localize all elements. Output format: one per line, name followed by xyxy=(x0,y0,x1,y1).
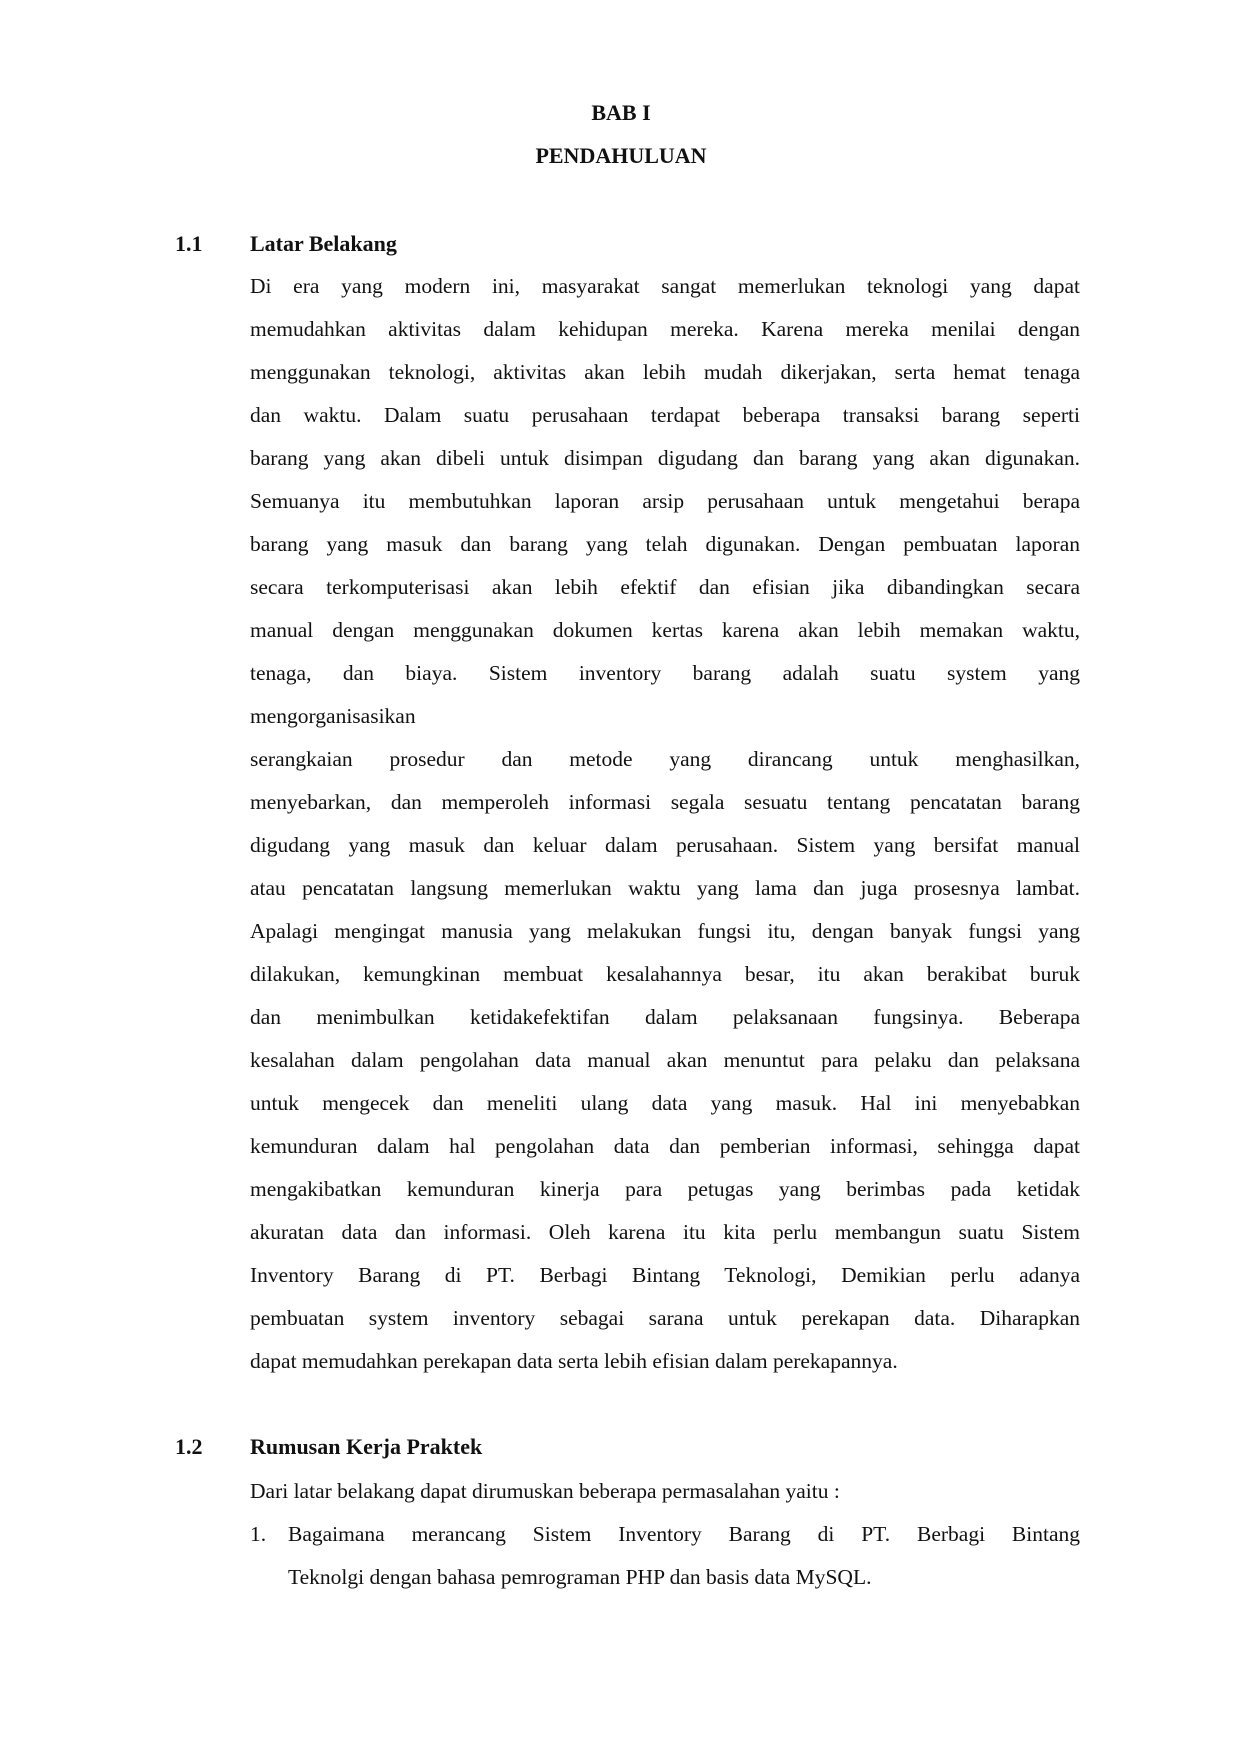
paragraph-line: kemunduran dalam hal pengolahan data dan pemberian informasi, sehingga dapat xyxy=(250,1134,1080,1158)
paragraph-line: menggunakan teknologi, aktivitas akan lebih mudah dikerjakan, serta hemat tenaga xyxy=(250,360,1080,384)
section-number: 1.1 xyxy=(175,231,203,256)
paragraph-line: mengakibatkan kemunduran kinerja para petugas yang berimbas pada ketidak xyxy=(250,1177,1080,1201)
paragraph-line: menyebarkan, dan memperoleh informasi segala sesuatu tentang pencatatan barang xyxy=(250,790,1080,814)
section-heading-1-2 xyxy=(175,1434,482,1460)
paragraph-line: Di era yang modern ini, masyarakat sangat memerlukan teknologi yang dapat xyxy=(250,274,1080,298)
paragraph-line: barang yang akan dibeli untuk disimpan digudang dan barang yang akan digunakan. xyxy=(250,446,1080,470)
chapter-title: PENDAHULUAN xyxy=(535,143,707,168)
paragraph-line: mengorganisasikan xyxy=(250,704,416,728)
paragraph-line: dan waktu. Dalam suatu perusahaan terdapat beberapa transaksi barang seperti xyxy=(250,403,1080,427)
section-title: Latar Belakang xyxy=(250,231,397,256)
paragraph-line: memudahkan aktivitas dalam kehidupan mereka. Karena mereka menilai dengan xyxy=(250,317,1080,341)
paragraph-line: pembuatan system inventory sebagai sarana untuk perekapan data. Diharapkan xyxy=(250,1306,1080,1330)
list-marker: 1. xyxy=(250,1522,267,1546)
section-1-2-intro: Dari latar belakang dapat dirumuskan beberapa permasalahan yaitu : xyxy=(250,1479,840,1503)
list-item xyxy=(250,1520,1080,1548)
paragraph-line: akuratan data dan informasi. Oleh karena itu kita perlu membangun suatu Sistem xyxy=(250,1220,1080,1244)
list-item-continuation: Teknolgi dengan bahasa pemrograman PHP dan basis data MySQL. xyxy=(288,1565,872,1589)
paragraph-line: kesalahan dalam pengolahan data manual akan menuntut para pelaku dan pelaksana xyxy=(250,1048,1080,1072)
paragraph-line: digudang yang masuk dan keluar dalam perusahaan. Sistem yang bersifat manual xyxy=(250,833,1080,857)
paragraph-line: serangkaian prosedur dan metode yang dirancang untuk menghasilkan, xyxy=(250,747,1080,771)
section-heading-1-1 xyxy=(175,231,397,257)
paragraph-line: manual dengan menggunakan dokumen kertas karena akan lebih memakan waktu, xyxy=(250,618,1080,642)
section-number: 1.2 xyxy=(175,1434,203,1459)
paragraph-line: untuk mengecek dan meneliti ulang data yang masuk. Hal ini menyebabkan xyxy=(250,1091,1080,1115)
paragraph-line: dan menimbulkan ketidakefektifan dalam pelaksanaan fungsinya. Beberapa xyxy=(250,1005,1080,1029)
list-item-text: Bagaimana merancang Sistem Inventory Barang di PT. Berbagi Bintang xyxy=(288,1522,1080,1546)
paragraph-line: Semuanya itu membutuhkan laporan arsip perusahaan untuk mengetahui berapa xyxy=(250,489,1080,513)
paragraph-line: dapat memudahkan perekapan data serta lebih efisian dalam perekapannya. xyxy=(250,1349,898,1373)
paragraph-line: secara terkomputerisasi akan lebih efektif dan efisian jika dibandingkan secara xyxy=(250,575,1080,599)
paragraph-line: atau pencatatan langsung memerlukan waktu yang lama dan juga prosesnya lambat. xyxy=(250,876,1080,900)
paragraph-line: dilakukan, kemungkinan membuat kesalahannya besar, itu akan berakibat buruk xyxy=(250,962,1080,986)
paragraph-line: Inventory Barang di PT. Berbagi Bintang Teknologi, Demikian perlu adanya xyxy=(250,1263,1080,1287)
paragraph-line: barang yang masuk dan barang yang telah digunakan. Dengan pembuatan laporan xyxy=(250,532,1080,556)
section-title: Rumusan Kerja Praktek xyxy=(250,1434,483,1459)
paragraph-line: tenaga, dan biaya. Sistem inventory barang adalah suatu system yang xyxy=(250,661,1080,685)
chapter-number: BAB I xyxy=(591,100,651,125)
paragraph-line: Apalagi mengingat manusia yang melakukan fungsi itu, dengan banyak fungsi yang xyxy=(250,919,1080,943)
